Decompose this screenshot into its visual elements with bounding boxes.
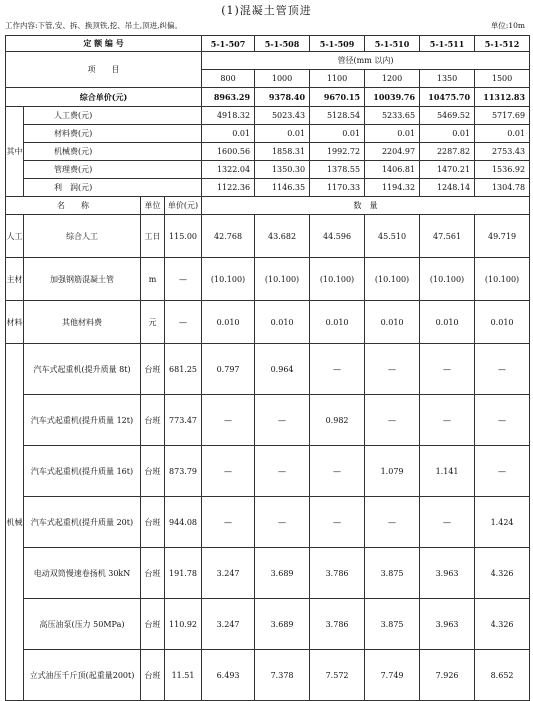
total-cell: 11312.83 — [475, 88, 530, 107]
resource-price: — — [165, 301, 202, 344]
resource-name: 汽车式起重机(提升质量 8t) — [24, 344, 141, 395]
size-cell: 800 — [202, 70, 255, 88]
value-cell: 0.01 — [202, 125, 255, 143]
resource-unit: m — [141, 258, 165, 301]
resource-name: 汽车式起重机(提升质量 16t) — [24, 446, 141, 497]
value-cell: — — [255, 395, 310, 446]
value-cell: (10.100) — [310, 258, 365, 301]
value-cell: 0.01 — [475, 125, 530, 143]
value-cell: — — [420, 344, 475, 395]
value-cell: — — [202, 395, 255, 446]
value-cell: 1146.35 — [255, 179, 310, 197]
resource-price: 944.08 — [165, 497, 202, 548]
value-cell: (10.100) — [255, 258, 310, 301]
value-cell: 1170.33 — [310, 179, 365, 197]
value-cell: 47.561 — [420, 215, 475, 258]
resource-price: 191.78 — [165, 548, 202, 599]
category-label: 材料 — [6, 301, 24, 344]
value-cell: 4.326 — [475, 548, 530, 599]
resource-unit: 台班 — [141, 548, 165, 599]
value-cell: 1470.21 — [420, 161, 475, 179]
resource-unit: 台班 — [141, 344, 165, 395]
value-cell: 0.010 — [475, 301, 530, 344]
resource-unit: 台班 — [141, 497, 165, 548]
unit-note: 单位:10m — [490, 21, 525, 30]
page-title: (1)混凝土管顶进 — [221, 4, 312, 17]
category-label: 主材 — [6, 258, 24, 301]
resource-price: 110.92 — [165, 599, 202, 650]
resource-price: 873.79 — [165, 446, 202, 497]
value-cell: 42.768 — [202, 215, 255, 258]
value-cell: 45.510 — [365, 215, 420, 258]
value-cell: 3.786 — [310, 548, 365, 599]
value-cell: 5233.65 — [365, 107, 420, 125]
resource-unit: 元 — [141, 301, 165, 344]
value-cell: 4.326 — [475, 599, 530, 650]
code-cell: 5-1-507 — [202, 36, 255, 52]
machinery-row — [6, 395, 530, 446]
value-cell: 5469.52 — [420, 107, 475, 125]
resource-name: 其他材料费 — [24, 301, 141, 344]
value-cell: — — [255, 446, 310, 497]
value-cell: — — [475, 395, 530, 446]
resource-name: 汽车式起重机(提升质量 20t) — [24, 497, 141, 548]
resource-name: 电动双筒慢速卷扬机 30kN — [24, 548, 141, 599]
item-label: 项 目 — [6, 52, 202, 88]
value-cell: 3.963 — [420, 599, 475, 650]
value-cell: 3.875 — [365, 599, 420, 650]
value-cell: — — [310, 446, 365, 497]
code-row — [6, 36, 530, 52]
resource-name: 综合人工 — [24, 215, 141, 258]
value-cell: 0.797 — [202, 344, 255, 395]
size-cell: 1200 — [365, 70, 420, 88]
value-cell: 2287.82 — [420, 143, 475, 161]
value-cell: 0.010 — [420, 301, 475, 344]
value-cell: — — [310, 344, 365, 395]
value-cell: — — [420, 395, 475, 446]
value-cell: — — [475, 344, 530, 395]
total-cell: 9670.15 — [310, 88, 365, 107]
resource-unit: 台班 — [141, 650, 165, 701]
code-cell: 5-1-510 — [365, 36, 420, 52]
value-cell: 5128.54 — [310, 107, 365, 125]
value-cell: — — [365, 497, 420, 548]
value-cell: 1322.04 — [202, 161, 255, 179]
name-col-header: 名 称 — [6, 197, 141, 215]
value-cell: 1992.72 — [310, 143, 365, 161]
pipe-label: 管径(mm 以内) — [202, 52, 530, 70]
category-label: 人工 — [6, 215, 24, 258]
resource-unit: 台班 — [141, 395, 165, 446]
resource-unit: 台班 — [141, 599, 165, 650]
value-cell: — — [310, 497, 365, 548]
value-cell: 1122.36 — [202, 179, 255, 197]
value-cell: 3.786 — [310, 599, 365, 650]
machinery-row — [6, 599, 530, 650]
among-item-label: 机械费(元) — [24, 143, 202, 161]
total-cell: 8963.29 — [202, 88, 255, 107]
resource-unit: 工日 — [141, 215, 165, 258]
value-cell: 3.963 — [420, 548, 475, 599]
machinery-row — [6, 497, 530, 548]
value-cell: 1.079 — [365, 446, 420, 497]
total-label: 综合单价(元) — [6, 88, 202, 107]
value-cell: 1.424 — [475, 497, 530, 548]
among-item-label: 人工费(元) — [24, 107, 202, 125]
value-cell: 44.596 — [310, 215, 365, 258]
value-cell: 0.010 — [255, 301, 310, 344]
machinery-row — [6, 344, 530, 395]
resource-price: 115.00 — [165, 215, 202, 258]
size-cell: 1100 — [310, 70, 365, 88]
value-cell: 0.01 — [420, 125, 475, 143]
value-cell: — — [202, 446, 255, 497]
resource-price: 11.51 — [165, 650, 202, 701]
value-cell: 7.926 — [420, 650, 475, 701]
column-header-row — [6, 197, 530, 215]
main-material-row — [6, 258, 530, 301]
value-cell: 1248.14 — [420, 179, 475, 197]
value-cell: — — [475, 446, 530, 497]
total-cell: 9378.40 — [255, 88, 310, 107]
value-cell: 43.682 — [255, 215, 310, 258]
value-cell: (10.100) — [420, 258, 475, 301]
value-cell: — — [255, 497, 310, 548]
value-cell: 2753.43 — [475, 143, 530, 161]
value-cell: 1536.92 — [475, 161, 530, 179]
value-cell: — — [365, 395, 420, 446]
quota-table — [5, 35, 530, 701]
among-label: 其中 — [6, 107, 24, 197]
size-cell: 1000 — [255, 70, 310, 88]
value-cell: (10.100) — [475, 258, 530, 301]
value-cell: 3.689 — [255, 548, 310, 599]
value-cell: 3.875 — [365, 548, 420, 599]
value-cell: 0.01 — [310, 125, 365, 143]
resource-name: 高压油泵(压力 50MPa) — [24, 599, 141, 650]
work-content: 工作内容:下管,安、拆、换顶铁,挖、吊土,顶进,纠偏。 — [5, 21, 183, 30]
value-cell: 49.719 — [475, 215, 530, 258]
among-row — [6, 107, 530, 125]
value-cell: 3.689 — [255, 599, 310, 650]
unit-col-header: 单位 — [141, 197, 165, 215]
value-cell: 7.749 — [365, 650, 420, 701]
total-cell: 10475.70 — [420, 88, 475, 107]
resource-name: 立式油压千斤顶(起重量200t) — [24, 650, 141, 701]
code-cell: 5-1-508 — [255, 36, 310, 52]
total-row — [6, 88, 530, 107]
among-item-label: 材料费(元) — [24, 125, 202, 143]
resource-unit: 台班 — [141, 446, 165, 497]
code-cell: 5-1-511 — [420, 36, 475, 52]
resource-name: 加强钢筋混凝土管 — [24, 258, 141, 301]
quota-no-label: 定 额 编 号 — [6, 36, 202, 52]
value-cell: 6.493 — [202, 650, 255, 701]
value-cell: 8.652 — [475, 650, 530, 701]
among-row — [6, 161, 530, 179]
machinery-row — [6, 446, 530, 497]
value-cell: 7.572 — [310, 650, 365, 701]
value-cell: 1858.31 — [255, 143, 310, 161]
value-cell: (10.100) — [365, 258, 420, 301]
among-item-label: 管理费(元) — [24, 161, 202, 179]
value-cell: 0.010 — [202, 301, 255, 344]
machinery-row — [6, 650, 530, 701]
value-cell: 0.01 — [255, 125, 310, 143]
value-cell: (10.100) — [202, 258, 255, 301]
value-cell: 1350.30 — [255, 161, 310, 179]
resource-price: 681.25 — [165, 344, 202, 395]
value-cell: 2204.97 — [365, 143, 420, 161]
among-row — [6, 143, 530, 161]
machinery-row — [6, 548, 530, 599]
resource-name: 汽车式起重机(提升质量 12t) — [24, 395, 141, 446]
code-cell: 5-1-509 — [310, 36, 365, 52]
resource-price: — — [165, 258, 202, 301]
labor-row — [6, 215, 530, 258]
category-label: 机械 — [6, 344, 24, 701]
value-cell: 5717.69 — [475, 107, 530, 125]
qty-col-header: 数 量 — [202, 197, 530, 215]
value-cell: 0.010 — [365, 301, 420, 344]
value-cell: 0.982 — [310, 395, 365, 446]
value-cell: — — [420, 497, 475, 548]
value-cell: 3.247 — [202, 548, 255, 599]
value-cell: 0.964 — [255, 344, 310, 395]
value-cell: 5023.43 — [255, 107, 310, 125]
value-cell: 0.010 — [310, 301, 365, 344]
among-item-label: 利 润(元) — [24, 179, 202, 197]
resource-price: 773.47 — [165, 395, 202, 446]
value-cell: 7.378 — [255, 650, 310, 701]
value-cell: 1.141 — [420, 446, 475, 497]
value-cell: — — [202, 497, 255, 548]
material-row — [6, 301, 530, 344]
value-cell: 1600.56 — [202, 143, 255, 161]
value-cell: 3.247 — [202, 599, 255, 650]
size-cell: 1350 — [420, 70, 475, 88]
value-cell: — — [365, 344, 420, 395]
value-cell: 1304.78 — [475, 179, 530, 197]
value-cell: 4918.32 — [202, 107, 255, 125]
code-cell: 5-1-512 — [475, 36, 530, 52]
value-cell: 1378.55 — [310, 161, 365, 179]
size-cell: 1500 — [475, 70, 530, 88]
among-row — [6, 179, 530, 197]
total-cell: 10039.76 — [365, 88, 420, 107]
among-row — [6, 125, 530, 143]
value-cell: 1194.32 — [365, 179, 420, 197]
value-cell: 1406.81 — [365, 161, 420, 179]
value-cell: 0.01 — [365, 125, 420, 143]
price-col-header: 单价(元) — [165, 197, 202, 215]
